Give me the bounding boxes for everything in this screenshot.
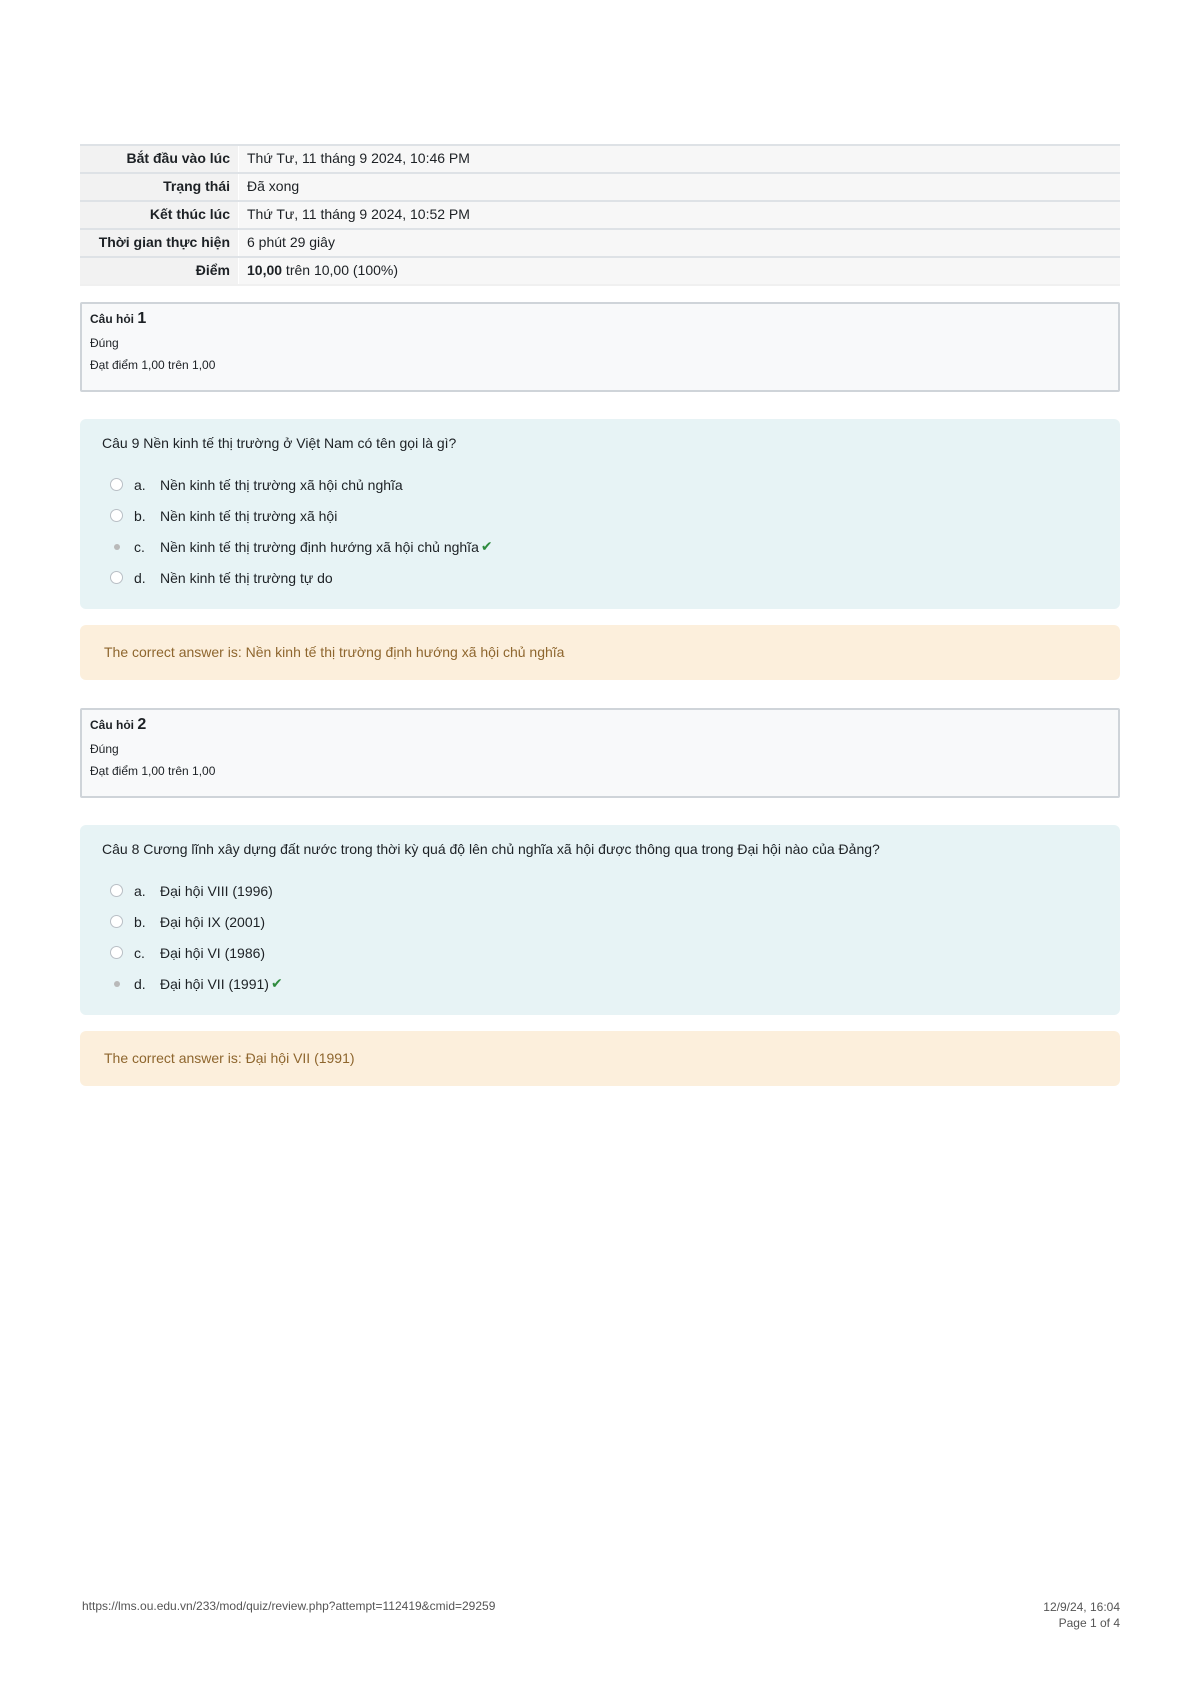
radio-button[interactable]	[110, 571, 123, 584]
question-grade: Đạt điểm 1,00 trên 1,00	[90, 764, 216, 778]
question-label: Câu hỏi	[90, 718, 134, 732]
correct-answer-feedback-2: The correct answer is: Đại hội VII (1991)	[80, 1031, 1120, 1086]
summary-label: Kết thúc lúc	[80, 201, 239, 229]
answer-text: Nền kinh tế thị trường định hướng xã hội chủ nghĩa	[160, 538, 479, 555]
summary-row-completed	[80, 201, 1120, 229]
question-number	[90, 716, 1110, 734]
radio-button[interactable]	[110, 915, 123, 928]
question-label: Câu hỏi	[90, 312, 134, 326]
summary-label: Bắt đầu vào lúc	[80, 145, 239, 173]
radio-button-selected[interactable]	[110, 540, 123, 553]
check-icon: ✔	[480, 538, 493, 554]
radio-button-selected[interactable]	[110, 977, 123, 990]
answer-option-a[interactable]	[102, 875, 1100, 906]
footer-meta	[1043, 1599, 1120, 1631]
answer-letter: b.	[134, 913, 146, 930]
question-state: Đúng	[90, 336, 119, 350]
answer-option-b[interactable]	[102, 906, 1100, 937]
question-formulation-1	[80, 419, 1120, 609]
summary-value	[239, 257, 1121, 285]
summary-row-grade	[80, 257, 1120, 285]
quiz-review-page	[80, 144, 1120, 1086]
answer-letter: d.	[134, 569, 146, 586]
question-state: Đúng	[90, 742, 119, 756]
answer-letter: c.	[134, 944, 145, 961]
summary-value: Thứ Tư, 11 tháng 9 2024, 10:46 PM	[239, 145, 1121, 173]
answer-text: Đại hội VIII (1996)	[160, 882, 273, 899]
question-info-1	[80, 302, 1120, 392]
answer-option-c[interactable]	[102, 937, 1100, 968]
attempt-summary-table	[80, 144, 1120, 286]
answer-letter: b.	[134, 507, 146, 524]
question-text: Câu 8 Cương lĩnh xây dựng đất nước trong thời kỳ quá độ lên chủ nghĩa xã hội được thông qua trong Đại hội nào của Đảng?	[102, 841, 880, 857]
answer-text: Đại hội VII (1991)	[160, 975, 269, 992]
answer-text: Nền kinh tế thị trường tự do	[160, 569, 333, 586]
summary-row-state	[80, 173, 1120, 201]
question-formulation-2	[80, 825, 1120, 1015]
answer-text: Đại hội IX (2001)	[160, 913, 266, 930]
answer-option-d[interactable]	[102, 562, 1100, 593]
summary-label: Thời gian thực hiện	[80, 229, 239, 257]
radio-button[interactable]	[110, 509, 123, 522]
question-number-value: 1	[137, 310, 147, 327]
radio-button[interactable]	[110, 478, 123, 491]
answer-option-d[interactable]	[102, 968, 1100, 999]
summary-row-duration	[80, 229, 1120, 257]
answer-letter: c.	[134, 538, 145, 555]
question-number-value: 2	[137, 716, 147, 733]
footer-page-number: Page 1 of 4	[1058, 1616, 1120, 1630]
footer-datetime: 12/9/24, 16:04	[1043, 1600, 1120, 1614]
answer-option-b[interactable]	[102, 500, 1100, 531]
summary-value: 6 phút 29 giây	[239, 229, 1121, 257]
answer-text: Đại hội VI (1986)	[160, 944, 266, 961]
radio-button[interactable]	[110, 884, 123, 897]
answer-text: Nền kinh tế thị trường xã hội	[160, 507, 338, 524]
summary-value: Đã xong	[239, 173, 1121, 201]
answer-text: Nền kinh tế thị trường xã hội chủ nghĩa	[160, 476, 403, 493]
summary-label: Trạng thái	[80, 173, 239, 201]
grade-total: trên 10,00 (100%)	[282, 262, 399, 278]
question-number	[90, 310, 1110, 328]
question-info-2	[80, 708, 1120, 798]
answer-option-a[interactable]	[102, 469, 1100, 500]
answer-option-c[interactable]	[102, 531, 1100, 562]
summary-row-started	[80, 145, 1120, 173]
footer-page-url: https://lms.ou.edu.vn/233/mod/quiz/review.php?attempt=112419&cmid=29259	[82, 1599, 496, 1613]
correct-answer-feedback-1: The correct answer is: Nền kinh tế thị trường định hướng xã hội chủ nghĩa	[80, 625, 1120, 680]
answer-letter: d.	[134, 975, 146, 992]
question-text: Câu 9 Nền kinh tế thị trường ở Việt Nam có tên gọi là gì?	[102, 435, 457, 451]
grade-score: 10,00	[247, 262, 283, 278]
radio-button[interactable]	[110, 946, 123, 959]
question-grade: Đạt điểm 1,00 trên 1,00	[90, 358, 216, 372]
answer-letter: a.	[134, 882, 146, 899]
answer-letter: a.	[134, 476, 146, 493]
summary-value: Thứ Tư, 11 tháng 9 2024, 10:52 PM	[239, 201, 1121, 229]
summary-label: Điểm	[80, 257, 239, 285]
check-icon: ✔	[270, 975, 283, 991]
